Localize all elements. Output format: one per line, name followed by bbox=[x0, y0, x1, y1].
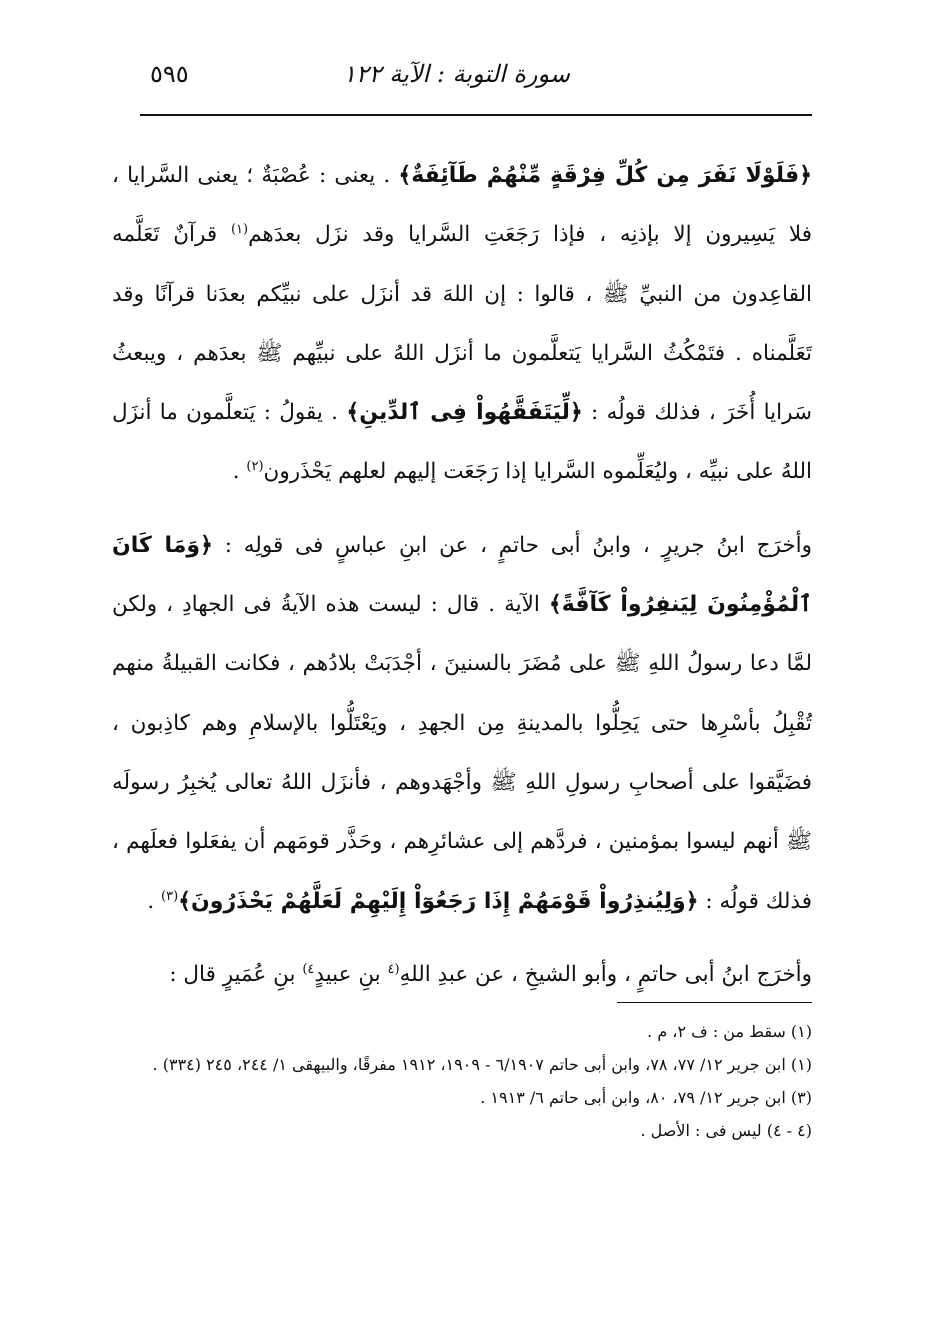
footnote-rule bbox=[617, 1002, 812, 1003]
footnote: (١) سقط من : ف ٢، م . bbox=[647, 1022, 812, 1041]
text-segment: . يقولُ : يَتعلَّمون ما أنزَل اللهُ على نبيِّه ، وليُعَلِّموه السَّرايا إذا رَجَعَت إليهم لعلهم يَحْذَرون bbox=[112, 400, 812, 485]
text-segment: وأخرَج ابنُ أبى حاتمٍ ، وأبو الشيخِ ، عن عبدِ اللهِ bbox=[399, 961, 812, 987]
text-segment: . bbox=[147, 888, 161, 914]
quran-quote: ﴿وَمَا كَانَ ٱلْمُؤْمِنُونَ لِيَنفِرُواْ كَآفَّةً﴾ bbox=[112, 532, 812, 618]
header-rule bbox=[140, 114, 812, 116]
paragraph bbox=[112, 516, 812, 931]
main-text bbox=[112, 146, 812, 1004]
footnotes bbox=[112, 1016, 812, 1146]
footnote: (٤ - ٤) ليس فى : الأصل . bbox=[640, 1121, 812, 1140]
page-number: ٥٩٥ bbox=[150, 60, 189, 88]
page-header bbox=[130, 60, 810, 104]
quran-quote: ﴿وَلِيُنذِرُواْ قَوْمَهُمْ إِذَا رَجَعُوٓاْ إِلَيْهِمْ لَعَلَّهُمْ يَحْذَرُونَ﴾ bbox=[178, 888, 699, 914]
footnote-ref: (٤ bbox=[387, 961, 400, 977]
text-segment: بنِ عبيدٍ bbox=[314, 961, 388, 987]
text-segment: قرآنٌ تَعَلَّمه القاعِدون من النبيِّ ﷺ ، قالوا : إن اللهَ قد أنزَل على نبيِّكم بعدَنا قرآنًا وقد تَعَلَّمناه . فتَمْكُثُ السَّرايا يَتعلَّمون ما أنزَل اللهُ على نبيِّهم ﷺ بعدَهم ، ويبعثُ سَرايا أُخَرَ ، فذلك قولُه : bbox=[112, 222, 812, 426]
footnote-ref: ٤) bbox=[302, 961, 315, 977]
paragraph bbox=[112, 945, 812, 1004]
footnote: (٣) ابن جرير ١٢/ ٧٩، ٨٠، وابن أبى حاتم ٦/ ١٩١٣ . bbox=[480, 1088, 812, 1107]
text-segment: . bbox=[232, 459, 247, 485]
text-segment: وأخرَج ابنُ جريرٍ ، وابنُ أبى حاتمٍ ، عن ابنِ عباسٍ فى قولِه : bbox=[212, 532, 812, 558]
running-title: سورة التوبة : الآية ١٢٢ bbox=[342, 60, 570, 88]
text-segment: . يعنى : عُصْبَةٌ ؛ يعنى السَّرايا ، فلا يَسِيرون إلا بإذنِه ، فإذا رَجَعَتِ السَّرايا وقد نزَل بعدَهم bbox=[112, 163, 812, 248]
quran-quote: ﴿لِّيَتَفَقَّهُواْ فِى ٱلدِّينِ﴾ bbox=[346, 400, 583, 426]
text-segment: بنِ عُمَيرٍ قال : bbox=[169, 961, 303, 987]
footnote-ref: (٣) bbox=[161, 888, 179, 904]
footnote: (١) ابن جرير ١٢/ ٧٧، ٧٨، وابن أبى حاتم ٦/١٩٠٧ - ١٩٠٩، ١٩١٢ مفرقًا، والبيهقى ١/ ٢٤٤، ٢٤٥ (٣٣٤) . bbox=[152, 1055, 812, 1074]
footnote-ref: (١) bbox=[230, 222, 249, 238]
footnote-ref: (٢) bbox=[246, 459, 264, 475]
paragraph bbox=[112, 146, 812, 502]
quran-quote: ﴿فَلَوْلَا نَفَرَ مِن كُلِّ فِرْقَةٍ مِّنْهُمْ طَآئِفَةٌ﴾ bbox=[398, 163, 812, 188]
text-segment: الآية . قال : ليست هذه الآيةُ فى الجهادِ ، ولكن لمَّا دعا رسولُ اللهِ ﷺ على مُضَرَ بالسنينَ ، أجْدَبَتْ بلادُهم ، فكانت القبيلةُ منهم تُقْبِلُ بأسْرِها حتى يَحِلُّوا بالمدينةِ مِن الجهدِ ، ويَعْتَلُّوا بالإسلامِ وهم كاذِبون ، فضَيَّقوا على أصحابِ رسولِ اللهِ ﷺ وأجْهَدوهم ، فأنزَل اللهُ تعالى يُخبِرُ رسولَه ﷺ أنهم ليسوا بمؤمنين ، فردَّهم إلى عشائرِهم ، وحَذَّر قومَهم أن يفعَلوا فعلَهم ، فذلك قولُه : bbox=[112, 592, 812, 914]
